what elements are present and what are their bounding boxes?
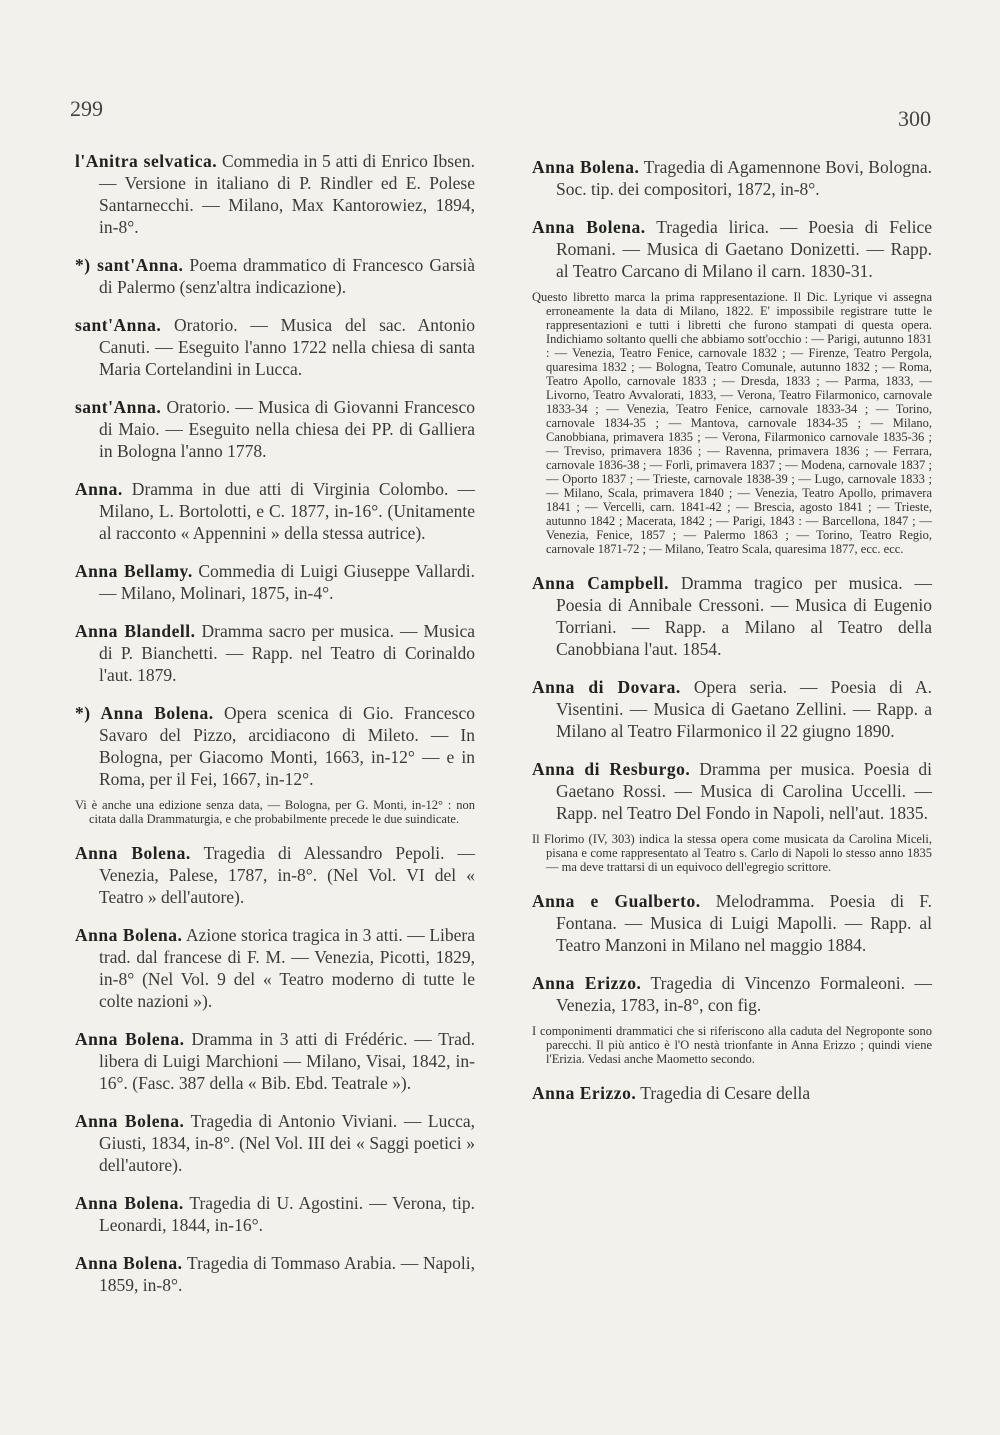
entry-note: Il Florimo (IV, 303) indica la stessa opera come musicata da Carolina Miceli, pisana e come rappresentato al Teatro s. Carlo di Napoli lo stesso anno 1835 — ma deve trattarsi di un equivoco dell'egregio scrittore. <box>532 832 932 874</box>
entry-text: Dramma per musica. Poesia di Gaetano Rossi. — Musica di Carolina Uccelli. — Rapp. nel Teatro Del Fondo in Napoli, nell'aut. 1835. <box>556 759 932 823</box>
entry-paragraph <box>75 314 475 380</box>
entry-paragraph <box>532 676 932 742</box>
entry-headword: Anna Bolena. <box>532 157 640 177</box>
catalog-entry <box>75 1192 475 1236</box>
entry-headword: Anna Bolena. <box>532 217 646 237</box>
entry-paragraph <box>75 1252 475 1296</box>
entry-headword: Anna Bolena. <box>75 1111 185 1131</box>
entry-paragraph <box>532 758 932 824</box>
entry-headword: Anna Bolena. <box>75 925 183 945</box>
entry-paragraph <box>75 254 475 298</box>
entry-headword: Anna e Gualberto. <box>532 891 701 911</box>
catalog-entry <box>532 1082 932 1104</box>
catalog-entry <box>75 560 475 604</box>
entry-headword: Anna Erizzo. <box>532 1083 637 1103</box>
catalog-entry <box>75 842 475 908</box>
entry-text: Melodramma. Poesia di F. Fontana. — Musica di Luigi Mapolli. — Rapp. al Teatro Manzoni in Milano nel maggio 1884. <box>556 891 932 955</box>
entry-headword: Anna Bolena. <box>75 1193 184 1213</box>
entry-paragraph <box>532 972 932 1016</box>
entry-text: Poema drammatico di Francesco Garsià di Palermo (senz'altra indicazione). <box>99 255 475 297</box>
entry-headword: sant'Anna. <box>75 397 162 417</box>
catalog-entry <box>75 924 475 1012</box>
entry-text: Opera seria. — Poesia di A. Visentini. — Musica di Gaetano Zellini. — Rapp. a Milano al Teatro Filarmonico il 22 giugno 1890. <box>556 677 932 741</box>
entry-paragraph <box>75 560 475 604</box>
catalog-entry <box>532 572 932 660</box>
entry-headword: Anna. <box>75 479 123 499</box>
entry-text: Tragedia di Cesare della <box>636 1083 811 1103</box>
entry-paragraph <box>75 396 475 462</box>
entry-text: Tragedia di Alessandro Pepoli. — Venezia, Palese, 1787, in-8°. (Nel Vol. VI del « Teatro » dell'autore). <box>99 843 475 907</box>
entry-paragraph <box>75 1110 475 1176</box>
entry-paragraph <box>75 1028 475 1094</box>
catalog-entry <box>75 620 475 686</box>
entry-text: Tragedia di Agamennone Bovi, Bologna. Soc. tip. dei compositori, 1872, in-8°. <box>556 157 932 199</box>
entry-paragraph <box>532 216 932 282</box>
entry-text: Tragedia di Vincenzo Formaleoni. — Venezia, 1783, in-8°, con fig. <box>556 973 932 1015</box>
entry-text: Oratorio. — Musica di Giovanni Francesco di Maio. — Eseguito nella chiesa dei PP. di Galliera in Bologna l'anno 1778. <box>99 397 475 461</box>
entry-headword: Anna di Dovara. <box>532 677 681 697</box>
catalog-entry <box>75 1028 475 1094</box>
entry-note: I componimenti drammatici che si riferiscono alla caduta del Negroponte sono parecchi. Il più antico è l'O nestà trionfante in Anna Erizzo ; quindi viene l'Erizia. Vedasi anche Maometto secondo. <box>532 1024 932 1066</box>
entry-text: Dramma in 3 atti di Frédéric. — Trad. libera di Luigi Marchioni — Milano, Visai, 1842, in-16°. (Fasc. 387 della « Bib. Ebd. Teatrale »). <box>99 1029 475 1093</box>
entry-headword: *) Anna Bolena. <box>75 703 214 723</box>
catalog-entry <box>532 972 932 1016</box>
right-column <box>532 156 932 1120</box>
catalog-entry <box>75 1110 475 1176</box>
entry-headword: Anna Bolena. <box>75 1253 183 1273</box>
entry-headword: Anna Campbell. <box>532 573 670 593</box>
page-number-right: 300 <box>898 106 931 131</box>
entry-note: Vi è anche una edizione senza data, — Bologna, per G. Monti, in-12° : non citata dalla Drammaturgia, e che probabilmente precede le due suindicate. <box>75 798 475 826</box>
entry-headword: Anna Bolena. <box>75 1029 185 1049</box>
catalog-entry <box>532 156 932 200</box>
entry-text: Oratorio. — Musica del sac. Antonio Canuti. — Eseguito l'anno 1722 nella chiesa di santa Maria Cortelandini in Lucca. <box>99 315 475 379</box>
left-column <box>75 150 475 1312</box>
catalog-entry <box>75 396 475 462</box>
entry-text: Tragedia di U. Agostini. — Verona, tip. Leonardi, 1844, in-16°. <box>99 1193 475 1235</box>
entry-headword: Anna Bolena. <box>75 843 191 863</box>
catalog-entry <box>75 1252 475 1296</box>
entry-headword: Anna Erizzo. <box>532 973 642 993</box>
entry-headword: l'Anitra selvatica. <box>75 151 218 171</box>
entry-paragraph <box>532 890 932 956</box>
entry-paragraph <box>532 1082 932 1104</box>
entry-headword: Anna Bellamy. <box>75 561 193 581</box>
entry-text: Azione storica tragica in 3 atti. — Libera trad. dal francese di F. M. — Venezia, Picotti, 1829, in-8° (Nel Vol. 9 del « Teatro moderno di tutte le colte nazioni »). <box>99 925 476 1011</box>
entry-headword: sant'Anna. <box>75 315 162 335</box>
entry-paragraph <box>75 150 475 238</box>
entry-paragraph <box>75 702 475 790</box>
catalog-entry <box>75 254 475 298</box>
entry-text: Commedia in 5 atti di Enrico Ibsen. — Versione in italiano di P. Rindler ed E. Polese Santarnecchi. — Milano, Max Kantorowiez, 1894, in-8°. <box>99 151 475 237</box>
entry-paragraph <box>75 842 475 908</box>
entry-paragraph <box>532 572 932 660</box>
catalog-entry <box>75 314 475 380</box>
entry-text: Tragedia di Antonio Viviani. — Lucca, Giusti, 1834, in-8°. (Nel Vol. III dei « Saggi poetici » dell'autore). <box>99 1111 476 1175</box>
page-number-left: 299 <box>70 96 103 121</box>
entry-headword: Anna Blandell. <box>75 621 196 641</box>
entry-paragraph <box>75 620 475 686</box>
entry-note: Questo libretto marca la prima rappresentazione. Il Dic. Lyrique vi assegna erroneamente la data di Milano, 1822. E' impossibile registrare tutte le rappresentazioni e tutti i libretti che furono stampati di questa opera. Indichiamo soltanto quelli che abbiamo sott'occhio : — Parigi, autunno 1831 : — Venezia, Teatro Fenice, carnovale 1832 ; — Firenze, Teatro Pergola, quaresima 1832 ; — Bologna, Teatro Comunale, autunno 1832 ; — Roma, Teatro Apollo, carnovale 1833 ; — Dresda, 1833 ; — Parma, 1833, — Livorno, Teatro Avvalorati, 1833, — Verona, Teatro Filarmonico, carnovale 1833-34 ; — Venezia, Teatro Fenice, carnovale 1833-34 ; — Torino, carnovale 1834-35 ; — Mantova, carnovale 1834-35 ; — Milano, Canobbiana, primavera 1835 ; — Verona, Filarmonico carnovale 1835-36 ; — Treviso, primavera 1836 ; — Ravenna, primavera 1836 ; — Ferrara, carnovale 1836-38 ; — Forlì, primavera 1837 ; — Modena, carnovale 1837 ; — Oporto 1837 ; — Trieste, carnovale 1838-39 ; — Lugo, carnovale 1833 ; — Milano, Scala, primavera 1840 ; — Venezia, Teatro Apollo, primavera 1841 ; — Vercelli, carn. 1841-42 ; — Brescia, agosto 1841 ; — Trieste, autunno 1842 ; Macerata, 1842 ; — Parigi, 1843 : — Barcellona, 1847 ; — Venezia, Fenice, 1857 ; — Palermo 1863 ; — Torino, Teatro Regio, carnovale 1871-72 ; — Milano, Teatro Scala, quaresima 1877, ecc. ecc. <box>532 290 932 556</box>
catalog-entry <box>532 216 932 282</box>
catalog-entry <box>532 890 932 956</box>
entry-headword: Anna di Resburgo. <box>532 759 691 779</box>
entry-text: Tragedia lirica. — Poesia di Felice Romani. — Musica di Gaetano Donizetti. — Rapp. al Teatro Carcano di Milano il carn. 1830-31. <box>556 217 932 281</box>
entry-headword: *) sant'Anna. <box>75 255 184 275</box>
entry-text: Tragedia di Tommaso Arabia. — Napoli, 1859, in-8°. <box>99 1253 476 1295</box>
catalog-entry <box>75 478 475 544</box>
entry-text: Commedia di Luigi Giuseppe Vallardi. — Milano, Molinari, 1875, in-4°. <box>99 561 475 603</box>
catalog-entry <box>532 676 932 742</box>
catalog-entry <box>532 758 932 824</box>
entry-paragraph <box>532 156 932 200</box>
entry-text: Dramma sacro per musica. — Musica di P. Bianchetti. — Rapp. nel Teatro di Corinaldo l'aut. 1879. <box>99 621 475 685</box>
entry-text: Opera scenica di Gio. Francesco Savaro del Pizzo, arcidiacono di Mileto. — In Bologna, per Giacomo Monti, 1663, in-12° — e in Roma, per il Fei, 1667, in-12°. <box>99 703 476 789</box>
entry-paragraph <box>75 478 475 544</box>
catalog-entry <box>75 702 475 790</box>
entry-text: Dramma tragico per musica. — Poesia di Annibale Cressoni. — Musica di Eugenio Torriani. — Rapp. a Milano al Teatro della Canobbiana l'aut. 1854. <box>556 573 932 659</box>
catalog-entry <box>75 150 475 238</box>
entry-text: Dramma in due atti di Virginia Colombo. — Milano, L. Bortolotti, e C. 1877, in-16°. (Unitamente al racconto « Appennini » della stessa autrice). <box>99 479 475 543</box>
entry-paragraph <box>75 1192 475 1236</box>
entry-paragraph <box>75 924 475 1012</box>
